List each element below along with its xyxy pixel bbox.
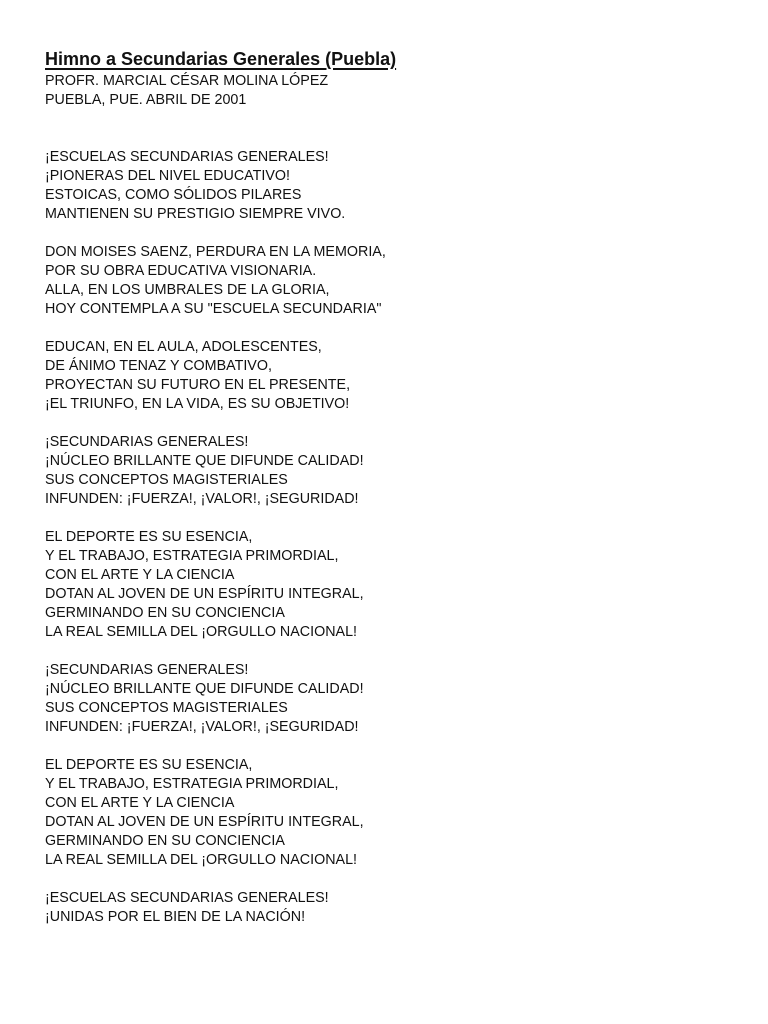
lyric-line: LA REAL SEMILLA DEL ¡ORGULLO NACIONAL! [45, 852, 357, 868]
lyric-line: HOY CONTEMPLA A SU "ESCUELA SECUNDARIA" [45, 301, 382, 317]
stanza-3 [45, 338, 745, 414]
stanza-7 [45, 756, 745, 870]
lyric-line: ¡ESCUELAS SECUNDARIAS GENERALES! [45, 149, 329, 165]
lyric-line: INFUNDEN: ¡FUERZA!, ¡VALOR!, ¡SEGURIDAD! [45, 719, 359, 735]
lyric-line: SUS CONCEPTOS MAGISTERIALES [45, 700, 288, 716]
lyric-line: CON EL ARTE Y LA CIENCIA [45, 567, 235, 583]
lyric-line: LA REAL SEMILLA DEL ¡ORGULLO NACIONAL! [45, 624, 357, 640]
lyric-line: GERMINANDO EN SU CONCIENCIA [45, 605, 285, 621]
lyric-line: ¡ESCUELAS SECUNDARIAS GENERALES! [45, 890, 329, 906]
author-line: PROFR. MARCIAL CÉSAR MOLINA LÓPEZ [45, 73, 329, 89]
lyric-line: DOTAN AL JOVEN DE UN ESPÍRITU INTEGRAL, [45, 586, 364, 602]
lyric-line: ¡NÚCLEO BRILLANTE QUE DIFUNDE CALIDAD! [45, 453, 364, 469]
lyric-line: INFUNDEN: ¡FUERZA!, ¡VALOR!, ¡SEGURIDAD! [45, 491, 359, 507]
lyric-line: ALLA, EN LOS UMBRALES DE LA GLORIA, [45, 282, 330, 298]
lyric-line: SUS CONCEPTOS MAGISTERIALES [45, 472, 288, 488]
lyric-line: DON MOISES SAENZ, PERDURA EN LA MEMORIA, [45, 244, 386, 260]
lyric-line: MANTIENEN SU PRESTIGIO SIEMPRE VIVO. [45, 206, 346, 222]
lyric-line: ¡NÚCLEO BRILLANTE QUE DIFUNDE CALIDAD! [45, 681, 364, 697]
lyrics-body [45, 148, 745, 927]
lyric-line: EL DEPORTE ES SU ESENCIA, [45, 757, 253, 773]
stanza-8-closing [45, 889, 745, 927]
stanza-1 [45, 148, 745, 224]
stanza-4-chorus [45, 433, 745, 509]
lyric-line: EDUCAN, EN EL AULA, ADOLESCENTES, [45, 339, 322, 355]
lyric-line: ¡EL TRIUNFO, EN LA VIDA, ES SU OBJETIVO! [45, 396, 350, 412]
document-title: Himno a Secundarias Generales (Puebla) [45, 49, 397, 69]
lyric-line: Y EL TRABAJO, ESTRATEGIA PRIMORDIAL, [45, 548, 339, 564]
lyric-line: ESTOICAS, COMO SÓLIDOS PILARES [45, 187, 302, 203]
document-page [45, 48, 745, 946]
lyric-line: GERMINANDO EN SU CONCIENCIA [45, 833, 285, 849]
stanza-2 [45, 243, 745, 319]
lyric-line: CON EL ARTE Y LA CIENCIA [45, 795, 235, 811]
lyric-line: DE ÁNIMO TENAZ Y COMBATIVO, [45, 358, 272, 374]
stanza-5 [45, 528, 745, 642]
lyric-line: ¡SECUNDARIAS GENERALES! [45, 662, 249, 678]
lyric-line: EL DEPORTE ES SU ESENCIA, [45, 529, 253, 545]
lyric-line: DOTAN AL JOVEN DE UN ESPÍRITU INTEGRAL, [45, 814, 364, 830]
lyric-line: PROYECTAN SU FUTURO EN EL PRESENTE, [45, 377, 351, 393]
lyric-line: POR SU OBRA EDUCATIVA VISIONARIA. [45, 263, 317, 279]
lyric-line: ¡SECUNDARIAS GENERALES! [45, 434, 249, 450]
lyric-line: ¡PIONERAS DEL NIVEL EDUCATIVO! [45, 168, 290, 184]
lyric-line: Y EL TRABAJO, ESTRATEGIA PRIMORDIAL, [45, 776, 339, 792]
stanza-6-chorus [45, 661, 745, 737]
lyric-line: ¡UNIDAS POR EL BIEN DE LA NACIÓN! [45, 909, 306, 925]
place-date-line: PUEBLA, PUE. ABRIL DE 2001 [45, 92, 247, 108]
